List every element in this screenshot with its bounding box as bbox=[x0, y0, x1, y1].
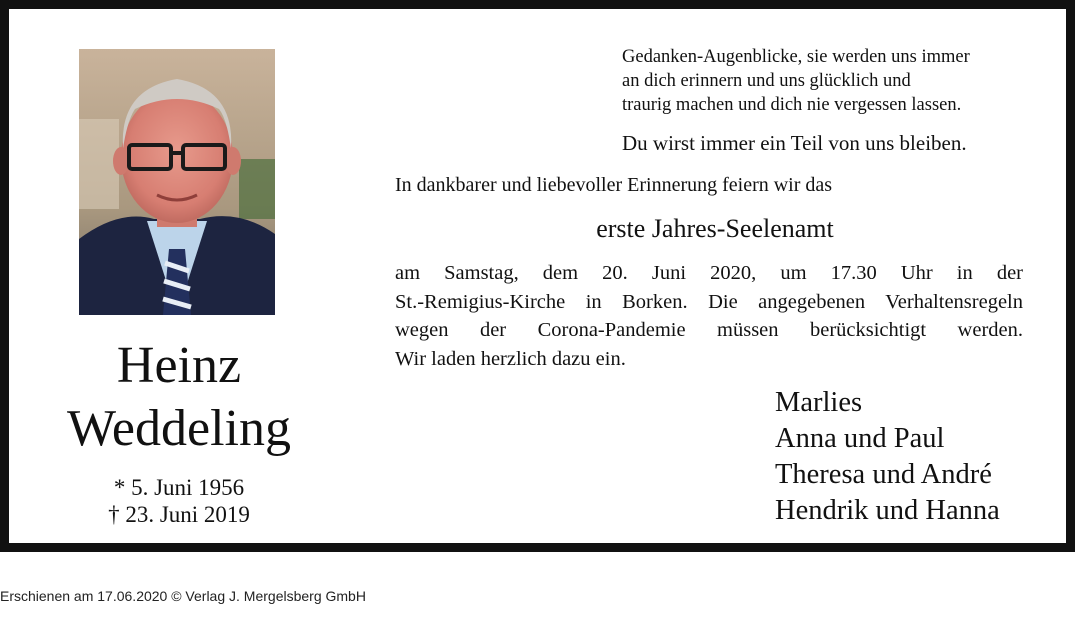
signer-name: Anna und Paul bbox=[775, 423, 945, 454]
signer-name: Marlies bbox=[775, 387, 863, 418]
event-details-line: am Samstag, dem 20. Juni 2020, um 17.30 Uhr in der bbox=[395, 262, 1023, 284]
deceased-first-name: Heinz bbox=[116, 337, 242, 394]
deceased-last-name: Weddeling bbox=[67, 400, 291, 457]
signers-list bbox=[775, 385, 1065, 529]
event-details-line: St.-Remigius-Kirche in Borken. Die angegebenen Verhaltensregeln bbox=[395, 290, 1023, 313]
publication-footer: Erschienen am 17.06.2020 © Verlag J. Mergelsberg GmbH bbox=[0, 588, 366, 604]
signer-name: Theresa und André bbox=[775, 459, 992, 490]
birth-date: * 5. Juni 1956 bbox=[113, 475, 245, 500]
death-date: † 23. Juni 2019 bbox=[108, 502, 250, 527]
portrait-image bbox=[79, 49, 275, 315]
quote-line-3: traurig machen und dich nie vergessen lassen. bbox=[622, 95, 962, 115]
announcement-intro: In dankbarer und liebevoller Erinnerung feiern wir das bbox=[395, 174, 833, 196]
event-details-line: wegen der Corona-Pandemie müssen berücksichtigt werden. bbox=[395, 319, 1023, 341]
quote-line-2: an dich erinnern und uns glücklich und bbox=[622, 71, 911, 91]
event-title: erste Jahres-Seelenamt bbox=[596, 214, 834, 243]
signer-name: Hendrik und Hanna bbox=[775, 495, 1000, 526]
quote-closing-line: Du wirst immer ein Teil von uns bleiben. bbox=[622, 131, 967, 155]
portrait-photo bbox=[79, 49, 275, 315]
quote-line-1: Gedanken-Augenblicke, sie werden uns immer bbox=[622, 47, 970, 67]
event-details bbox=[395, 259, 1023, 373]
event-details-line: Wir laden herzlich dazu ein. bbox=[395, 347, 626, 370]
